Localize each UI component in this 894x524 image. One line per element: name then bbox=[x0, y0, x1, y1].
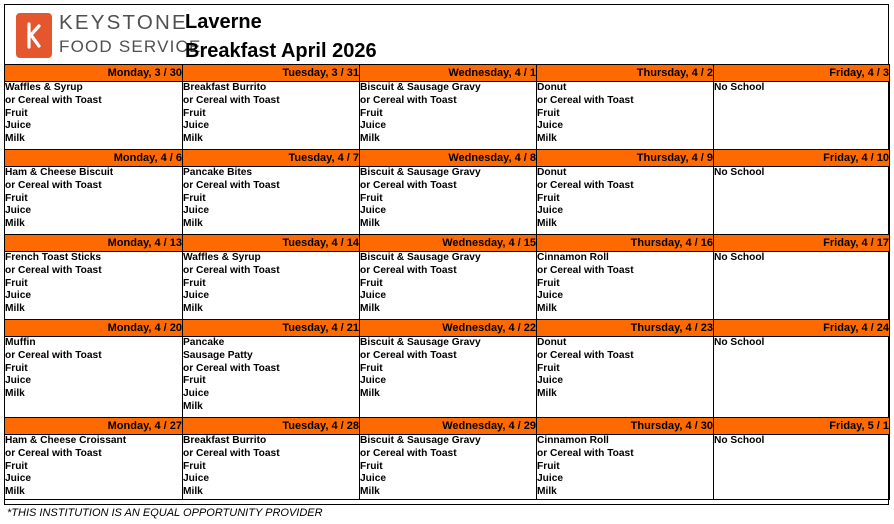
day-menu-cell bbox=[714, 252, 890, 320]
brand-line1: KEYSTONE bbox=[59, 11, 188, 34]
menu-item: Fruit bbox=[360, 277, 383, 289]
menu-item: Milk bbox=[360, 133, 380, 145]
day-menu-cell bbox=[537, 167, 714, 235]
day-header: Wednesday, 4 / 1 bbox=[360, 65, 537, 82]
menu-item: or Cereal with Toast bbox=[183, 264, 280, 276]
menu-title: Breakfast April 2026 bbox=[185, 40, 377, 62]
menu-item: Biscuit & Sausage Gravy bbox=[360, 252, 481, 263]
menu-item: or Cereal with Toast bbox=[537, 179, 634, 191]
day-menu-cell bbox=[537, 82, 714, 150]
day-header: Wednesday, 4 / 29 bbox=[360, 418, 537, 435]
menu-item: Fruit bbox=[183, 107, 206, 119]
menu-item: Breakfast Burrito bbox=[183, 82, 267, 93]
day-header: Tuesday, 4 / 7 bbox=[183, 150, 360, 167]
day-menu-cell bbox=[360, 337, 537, 418]
menu-item: or Cereal with Toast bbox=[360, 94, 457, 106]
day-menu-cell bbox=[537, 337, 714, 418]
day-header: Monday, 4 / 27 bbox=[5, 418, 183, 435]
menu-item: Donut bbox=[537, 337, 567, 348]
menu-item: Juice bbox=[183, 388, 210, 400]
day-header: Thursday, 4 / 16 bbox=[537, 235, 714, 252]
day-header: Friday, 4 / 24 bbox=[714, 320, 890, 337]
menu-item: or Cereal with Toast bbox=[5, 179, 102, 191]
menu-item: Fruit bbox=[537, 107, 560, 119]
menu-item: No School bbox=[714, 82, 765, 93]
day-menu-cell bbox=[183, 167, 360, 235]
menu-item: Juice bbox=[360, 473, 387, 485]
day-header: Wednesday, 4 / 8 bbox=[360, 150, 537, 167]
menu-item: Cinnamon Roll bbox=[537, 435, 609, 446]
day-header: Friday, 4 / 10 bbox=[714, 150, 890, 167]
week-header-row bbox=[5, 65, 890, 82]
menu-item: Fruit bbox=[360, 192, 383, 204]
day-header: Thursday, 4 / 23 bbox=[537, 320, 714, 337]
menu-item: Fruit bbox=[5, 107, 28, 119]
week-header-row bbox=[5, 235, 890, 252]
day-menu-cell bbox=[5, 337, 183, 418]
week-menu-row bbox=[5, 435, 890, 500]
menu-item: Fruit bbox=[537, 192, 560, 204]
menu-item: Biscuit & Sausage Gravy bbox=[360, 167, 481, 178]
menu-item: Juice bbox=[5, 473, 32, 485]
menu-item: No School bbox=[714, 167, 765, 178]
day-header: Monday, 4 / 6 bbox=[5, 150, 183, 167]
day-menu-cell bbox=[183, 337, 360, 418]
menu-item: or Cereal with Toast bbox=[537, 94, 634, 106]
menu-item: Breakfast Burrito bbox=[183, 435, 267, 446]
menu-item: Milk bbox=[537, 218, 557, 230]
day-menu-cell bbox=[714, 82, 890, 150]
menu-item: Juice bbox=[360, 205, 387, 217]
menu-item: Milk bbox=[5, 388, 25, 400]
menu-item: Milk bbox=[537, 388, 557, 400]
menu-item: Fruit bbox=[5, 192, 28, 204]
day-menu-cell bbox=[537, 435, 714, 500]
menu-item: Milk bbox=[183, 218, 203, 230]
keystone-logo bbox=[16, 13, 52, 58]
menu-item: or Cereal with Toast bbox=[183, 179, 280, 191]
menu-item: Fruit bbox=[183, 460, 206, 472]
menu-item: No School bbox=[714, 252, 765, 263]
day-menu-cell bbox=[183, 252, 360, 320]
week-header-row bbox=[5, 150, 890, 167]
menu-item: Juice bbox=[360, 290, 387, 302]
day-header: Thursday, 4 / 30 bbox=[537, 418, 714, 435]
menu-item: Milk bbox=[5, 486, 25, 498]
menu-item: or Cereal with Toast bbox=[5, 94, 102, 106]
menu-item: Fruit bbox=[183, 375, 206, 387]
menu-item: or Cereal with Toast bbox=[537, 349, 634, 361]
menu-item: Fruit bbox=[5, 460, 28, 472]
day-menu-cell bbox=[360, 252, 537, 320]
day-menu-cell bbox=[5, 435, 183, 500]
day-menu-cell bbox=[714, 435, 890, 500]
day-header: Monday, 3 / 30 bbox=[5, 65, 183, 82]
menu-item: Milk bbox=[5, 303, 25, 315]
menu-item: Juice bbox=[537, 290, 564, 302]
menu-item: Biscuit & Sausage Gravy bbox=[360, 435, 481, 446]
menu-item: or Cereal with Toast bbox=[360, 264, 457, 276]
day-header: Thursday, 4 / 2 bbox=[537, 65, 714, 82]
menu-item: Pancake Bites bbox=[183, 167, 253, 178]
day-menu-cell bbox=[5, 252, 183, 320]
day-menu-cell bbox=[360, 167, 537, 235]
menu-item: or Cereal with Toast bbox=[5, 447, 102, 459]
menu-item: Fruit bbox=[537, 277, 560, 289]
day-header: Wednesday, 4 / 22 bbox=[360, 320, 537, 337]
day-menu-cell bbox=[714, 167, 890, 235]
menu-sheet bbox=[4, 4, 889, 505]
menu-item: or Cereal with Toast bbox=[360, 349, 457, 361]
menu-item: Cinnamon Roll bbox=[537, 252, 609, 263]
brand-line2: FOOD SERVICE bbox=[59, 36, 202, 56]
menu-item: or Cereal with Toast bbox=[183, 362, 280, 374]
menu-titles bbox=[185, 10, 377, 63]
menu-item: or Cereal with Toast bbox=[360, 447, 457, 459]
menu-item: French Toast Sticks bbox=[5, 252, 102, 263]
week-menu-row bbox=[5, 337, 890, 418]
menu-item: No School bbox=[714, 337, 765, 348]
day-header: Friday, 4 / 17 bbox=[714, 235, 890, 252]
menu-calendar bbox=[4, 64, 890, 500]
menu-item: Milk bbox=[360, 218, 380, 230]
menu-item: Juice bbox=[183, 205, 210, 217]
menu-item: Waffles & Syrup bbox=[183, 252, 261, 263]
menu-item: Juice bbox=[183, 120, 210, 132]
menu-item: or Cereal with Toast bbox=[5, 349, 102, 361]
menu-item: Juice bbox=[537, 205, 564, 217]
menu-item: Juice bbox=[537, 473, 564, 485]
week-menu-row bbox=[5, 252, 890, 320]
menu-item: Fruit bbox=[360, 460, 383, 472]
menu-item: Ham & Cheese Biscuit bbox=[5, 167, 114, 178]
menu-item: Biscuit & Sausage Gravy bbox=[360, 82, 481, 93]
day-header: Thursday, 4 / 9 bbox=[537, 150, 714, 167]
day-menu-cell bbox=[360, 435, 537, 500]
day-header: Tuesday, 4 / 21 bbox=[183, 320, 360, 337]
menu-item: Fruit bbox=[537, 460, 560, 472]
menu-item: Biscuit & Sausage Gravy bbox=[360, 337, 481, 348]
menu-item: Fruit bbox=[537, 362, 560, 374]
menu-item: or Cereal with Toast bbox=[183, 94, 280, 106]
menu-item: Juice bbox=[537, 375, 564, 387]
menu-item: Milk bbox=[183, 303, 203, 315]
menu-item: Juice bbox=[537, 120, 564, 132]
menu-item: Fruit bbox=[5, 277, 28, 289]
menu-item: No School bbox=[714, 435, 765, 446]
day-header: Tuesday, 3 / 31 bbox=[183, 65, 360, 82]
week-menu-row bbox=[5, 82, 890, 150]
week-header-row bbox=[5, 418, 890, 435]
menu-item: Donut bbox=[537, 82, 567, 93]
menu-item: Milk bbox=[183, 133, 203, 145]
menu-item: Milk bbox=[5, 133, 25, 145]
menu-item: Milk bbox=[360, 303, 380, 315]
menu-item: Milk bbox=[537, 133, 557, 145]
menu-item: Pancake bbox=[183, 337, 225, 348]
menu-item: or Cereal with Toast bbox=[537, 264, 634, 276]
menu-item: Milk bbox=[183, 400, 203, 412]
menu-item: Muffin bbox=[5, 337, 36, 348]
day-header: Monday, 4 / 13 bbox=[5, 235, 183, 252]
day-menu-cell bbox=[360, 82, 537, 150]
menu-item: Juice bbox=[5, 205, 32, 217]
menu-item: Milk bbox=[537, 303, 557, 315]
menu-item: or Cereal with Toast bbox=[5, 264, 102, 276]
day-header: Wednesday, 4 / 15 bbox=[360, 235, 537, 252]
menu-item: Fruit bbox=[183, 277, 206, 289]
day-header: Friday, 4 / 3 bbox=[714, 65, 890, 82]
menu-item: Fruit bbox=[360, 362, 383, 374]
footer-note: *THIS INSTITUTION IS AN EQUAL OPPORTUNITY PROVIDER bbox=[7, 507, 323, 519]
menu-header bbox=[5, 5, 888, 64]
menu-item: Juice bbox=[5, 290, 32, 302]
day-menu-cell bbox=[183, 435, 360, 500]
school-name: Laverne bbox=[185, 11, 262, 33]
menu-item: Fruit bbox=[5, 362, 28, 374]
day-header: Friday, 5 / 1 bbox=[714, 418, 890, 435]
day-menu-cell bbox=[183, 82, 360, 150]
day-menu-cell bbox=[537, 252, 714, 320]
day-menu-cell bbox=[5, 82, 183, 150]
week-header-row bbox=[5, 320, 890, 337]
menu-item: Fruit bbox=[183, 192, 206, 204]
day-menu-cell bbox=[714, 337, 890, 418]
menu-item: Juice bbox=[183, 290, 210, 302]
menu-item: Milk bbox=[360, 388, 380, 400]
menu-item: Juice bbox=[5, 375, 32, 387]
week-menu-row bbox=[5, 167, 890, 235]
menu-item: Juice bbox=[5, 120, 32, 132]
menu-item: Waffles & Syrup bbox=[5, 82, 83, 93]
menu-item: Juice bbox=[183, 473, 210, 485]
menu-item: Juice bbox=[360, 120, 387, 132]
day-header: Tuesday, 4 / 28 bbox=[183, 418, 360, 435]
menu-item: or Cereal with Toast bbox=[537, 447, 634, 459]
k-logo-icon bbox=[16, 13, 52, 58]
menu-item: Milk bbox=[537, 486, 557, 498]
menu-item: or Cereal with Toast bbox=[183, 447, 280, 459]
menu-item: Sausage Patty bbox=[183, 349, 253, 361]
menu-item: Milk bbox=[183, 486, 203, 498]
menu-item: Milk bbox=[5, 218, 25, 230]
menu-item: Fruit bbox=[360, 107, 383, 119]
day-menu-cell bbox=[5, 167, 183, 235]
menu-item: Ham & Cheese Croissant bbox=[5, 435, 127, 446]
menu-item: Juice bbox=[360, 375, 387, 387]
day-header: Monday, 4 / 20 bbox=[5, 320, 183, 337]
day-header: Tuesday, 4 / 14 bbox=[183, 235, 360, 252]
brand-name bbox=[59, 13, 202, 55]
menu-item: Milk bbox=[360, 486, 380, 498]
menu-item: Donut bbox=[537, 167, 567, 178]
menu-item: or Cereal with Toast bbox=[360, 179, 457, 191]
